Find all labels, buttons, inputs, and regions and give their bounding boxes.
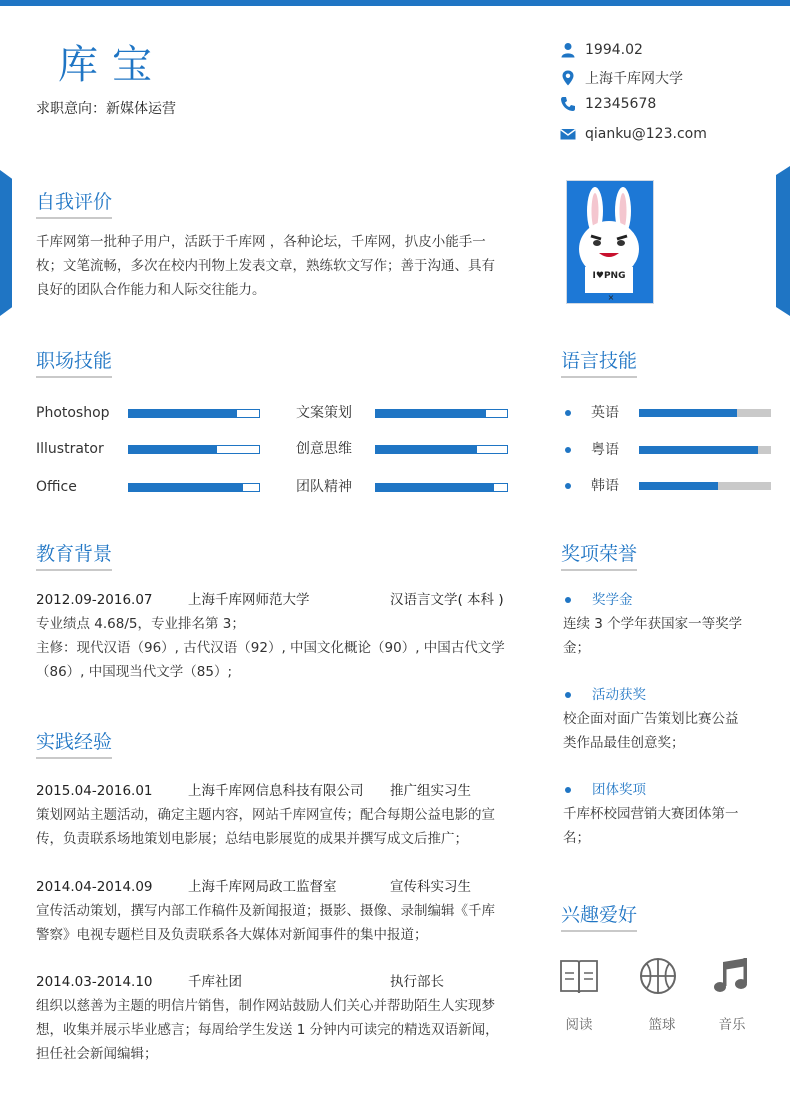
- text-line: 专业绩点 4.68/5，专业排名第 3；: [36, 616, 245, 632]
- bullet-dot: [565, 597, 571, 603]
- section-underline: [561, 569, 637, 571]
- text-line: 警察》电视专题栏目及负责联系各大媒体对新闻事件的集中报道；: [36, 927, 428, 943]
- award-title: 活动获奖: [592, 687, 646, 703]
- bullet-dot: [565, 447, 571, 453]
- rabbit-mascot-image: [567, 181, 653, 303]
- awards-title: 奖项荣誉: [561, 543, 638, 565]
- languages-title: 语言技能: [561, 350, 638, 372]
- skill-label: Illustrator: [36, 441, 104, 457]
- award-title: 奖学金: [592, 592, 633, 608]
- basketball-icon: [638, 956, 678, 1000]
- practice-role: 宣传科实习生: [390, 879, 471, 895]
- hobby-label: 阅读: [565, 1017, 593, 1033]
- skill-label: Office: [36, 479, 77, 495]
- skill-bar: [375, 445, 508, 454]
- photo-caption: I♥PNG: [592, 271, 626, 281]
- skill-label: 文案策划: [296, 405, 352, 421]
- contact-email: [560, 124, 707, 144]
- skill-bar: [375, 483, 508, 492]
- candidate-name: 库宝: [58, 42, 166, 88]
- section-underline: [561, 930, 637, 932]
- contact-school: [560, 68, 683, 88]
- contact-phone: [560, 94, 656, 114]
- text-line: 传，负责联系场地策划电影展；总结电影展览的成果并撰写成文后推广；: [36, 831, 468, 847]
- language-bar-fill: [639, 482, 718, 490]
- language-label: 韩语: [591, 478, 619, 494]
- text-line: 校企面对面广告策划比赛公益: [563, 711, 739, 727]
- text-line: 宣传活动策划，撰写内部工作稿件及新闻报道；摄影、摄像、录制编辑《千库: [36, 903, 495, 919]
- education-title: 教育背景: [36, 543, 113, 565]
- practice-details: [36, 994, 516, 1066]
- person-icon: [560, 42, 576, 58]
- text-line: 千库杯校园营销大赛团体第一: [563, 806, 739, 822]
- skill-label: 团队精神: [296, 479, 352, 495]
- section-underline: [36, 757, 112, 759]
- education-major: 汉语言文学( 本科 ): [390, 592, 504, 608]
- location-pin-icon: [560, 70, 576, 86]
- practice-details: [36, 803, 516, 851]
- side-accent-right: [776, 166, 790, 316]
- top-accent-bar: [0, 0, 790, 6]
- language-bar-fill: [639, 446, 758, 454]
- hobby-label: 音乐: [718, 1017, 746, 1033]
- language-label: 英语: [591, 405, 619, 421]
- music-note-icon: [711, 956, 751, 1000]
- practice-org: 上海千库网局政工监督室: [188, 879, 337, 895]
- section-underline: [36, 376, 112, 378]
- text-line: 名；: [563, 830, 590, 846]
- phone-icon: [560, 96, 576, 112]
- skill-label: 创意思维: [296, 441, 352, 457]
- text-line: 连续 3 个学年获国家一等奖学: [563, 616, 743, 632]
- practice-title: 实践经验: [36, 731, 113, 753]
- skill-bar: [128, 483, 260, 492]
- language-bar: [639, 446, 771, 454]
- language-bar-fill: [639, 409, 737, 417]
- hobbies-title: 兴趣爱好: [561, 904, 638, 926]
- text-line: 组织以慈善为主题的明信片销售，制作网站鼓励人们关心并帮助陌生人实现梦: [36, 998, 495, 1014]
- job-objective: 求职意向：新媒体运营: [36, 101, 176, 117]
- skill-bar-fill: [129, 410, 237, 417]
- text-line: 类作品最佳创意奖；: [563, 735, 685, 751]
- side-accent-left: [0, 170, 12, 316]
- practice-org: 上海千库网信息科技有限公司: [188, 783, 364, 799]
- contact-text: 12345678: [585, 96, 657, 112]
- text-line: （86）, 中国现当代文学（85）;: [36, 664, 232, 680]
- contact-text: qianku@123.com: [585, 126, 707, 142]
- text-line: 想，收集并展示毕业感言；每周给学生发送 1 分钟内可读完的精选双语新闻，: [36, 1022, 499, 1038]
- practice-role: 执行部长: [390, 974, 444, 990]
- bullet-dot: [565, 483, 571, 489]
- award-details: [563, 707, 763, 755]
- language-bar: [639, 482, 771, 490]
- skill-label: Photoshop: [36, 405, 110, 421]
- profile-photo: [566, 180, 654, 304]
- bullet-dot: [565, 787, 571, 793]
- award-details: [563, 612, 763, 660]
- text-line: 枚；文笔流畅，多次在校内刊物上发表文章，熟练软文写作；善于沟通、具有: [36, 258, 495, 274]
- text-line: 千库网第一批种子用户，活跃于千库网 ，各种论坛，千库网，扒皮小能手一: [36, 234, 486, 250]
- self-eval-text: [36, 230, 516, 302]
- skill-bar-fill: [129, 446, 217, 453]
- skill-bar-fill: [376, 446, 477, 453]
- education-period: 2012.09-2016.07: [36, 592, 153, 608]
- section-underline: [561, 376, 637, 378]
- bullet-dot: [565, 692, 571, 698]
- skill-bar: [128, 409, 260, 418]
- practice-details: [36, 899, 516, 947]
- book-icon: [559, 957, 599, 1001]
- skill-bar-fill: [376, 410, 486, 417]
- skills-title: 职场技能: [36, 350, 113, 372]
- hobby-label: 篮球: [648, 1017, 676, 1033]
- section-underline: [36, 217, 112, 219]
- text-line: 担任社会新闻编辑；: [36, 1046, 158, 1062]
- language-label: 粤语: [591, 442, 619, 458]
- text-line: 金；: [563, 640, 590, 656]
- contact-birth: [560, 40, 643, 60]
- language-bar: [639, 409, 771, 417]
- text-line: 策划网站主题活动，确定主题内容，网站千库网宣传；配合每期公益电影的宣: [36, 807, 495, 823]
- skill-bar: [128, 445, 260, 454]
- award-title: 团体奖项: [592, 782, 646, 798]
- self-eval-title: 自我评价: [36, 191, 113, 213]
- skill-bar-fill: [129, 484, 243, 491]
- practice-period: 2015.04-2016.01: [36, 783, 153, 799]
- practice-period: 2014.04-2014.09: [36, 879, 153, 895]
- practice-org: 千库社团: [188, 974, 242, 990]
- skill-bar-fill: [376, 484, 494, 491]
- contact-text: 1994.02: [585, 42, 643, 58]
- education-details: [36, 612, 516, 684]
- text-line: 主修：现代汉语（96）, 古代汉语（92）, 中国文化概论（90）, 中国古代文学: [36, 640, 505, 656]
- section-underline: [36, 569, 112, 571]
- practice-role: 推广组实习生: [390, 783, 471, 799]
- mail-icon: [560, 126, 576, 142]
- skill-bar: [375, 409, 508, 418]
- education-school: 上海千库网师范大学: [188, 592, 310, 608]
- practice-period: 2014.03-2014.10: [36, 974, 153, 990]
- bullet-dot: [565, 410, 571, 416]
- contact-text: 上海千库网大学: [585, 71, 683, 87]
- award-details: [563, 802, 763, 850]
- text-line: 良好的团队合作能力和人际交往能力。: [36, 282, 266, 298]
- svg-text:×: ×: [607, 293, 615, 302]
